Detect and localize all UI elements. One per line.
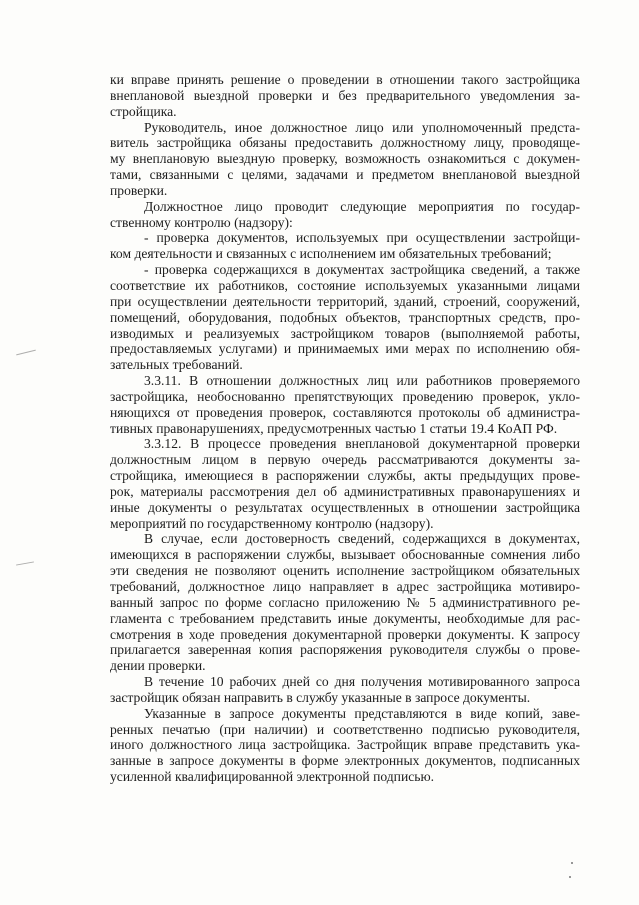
text-line: стройщика, имеющиеся в распоряжении службы, акты предыдущих прове- (110, 468, 580, 484)
document-body-text (110, 72, 580, 785)
text-line: - проверка содержащихся в документах застройщика сведений, а также (144, 262, 580, 278)
text-line: ственному контролю (надзору): (110, 214, 293, 230)
text-line: няющихся от проведения проверок, составляются протоколы об администра- (110, 404, 580, 420)
text-line: иные документы о результатах осуществленных в отношении застройщика (110, 499, 580, 515)
scan-artifact-dot (569, 876, 571, 878)
scan-artifact-mark (16, 350, 36, 356)
text-line: му внеплановую выездную проверку, возможность ознакомиться с докумен- (110, 151, 580, 167)
text-line: должностным лицом в первую очередь рассматриваются документы за- (110, 452, 580, 468)
text-line: зательных требований. (110, 357, 243, 373)
text-line: тами, связанными с целями, задачами и предметом внеплановой выездной (110, 167, 580, 183)
text-line: ки вправе принять решение о проведении в отношении такого застройщика (110, 72, 580, 87)
text-line: эти сведения не позволяют оценить исполнение застройщиком обязательных (110, 563, 580, 579)
text-line: внеплановой выездной проверки и без предварительного уведомления за- (110, 87, 580, 103)
text-line: имеющихся в распоряжении службы, вызывает обоснованные сомнения либо (110, 547, 580, 563)
text-line: прилагается заверенная копия распоряжения руководителя службы о прове- (110, 642, 580, 658)
text-line: Указанные в запросе документы представляются в виде копий, заве- (144, 705, 580, 721)
text-line: при осуществлении деятельности территорий, зданий, строений, сооружений, (110, 293, 580, 309)
text-line: Должностное лицо проводит следующие мероприятия по государ- (144, 198, 580, 214)
text-line: иного должностного лица застройщика. Застройщик вправе представить ука- (110, 737, 580, 753)
text-line: ванный запрос по форме согласно приложению № 5 административного ре- (110, 594, 580, 610)
text-line: изводимых и реализуемых застройщиком товаров (выполняемой работы, (110, 325, 580, 341)
text-line: гламента с требованием представить иные документы, необходимые для рас- (110, 610, 580, 626)
text-line: ренных печатью (при наличии) и соответственно подписью руководителя, (110, 721, 580, 737)
text-line: стройщика. (110, 103, 177, 119)
text-line: предоставляемых услугами) и принимаемых ими мерах по исполнению обя- (110, 341, 580, 357)
text-line: В случае, если достоверность сведений, содержащихся в документах, (144, 531, 580, 547)
text-line: застройщика, необоснованно препятствующих проведению проверок, укло- (110, 388, 580, 404)
text-line: тивных правонарушениях, предусмотренных частью 1 статьи 19.4 КоАП РФ. (110, 420, 558, 436)
text-line: мероприятий по государственному контролю (надзору). (110, 515, 434, 531)
text-line: рок, материалы рассмотрения дел об административных правонарушениях и (110, 483, 580, 499)
text-line: проверки. (110, 182, 168, 198)
text-line: застройщик обязан направить в службу указанные в запросе документы. (110, 689, 531, 705)
text-line: витель застройщика обязаны предоставить должностному лицу, проводяще- (110, 135, 580, 151)
text-line: помещений, оборудования, подобных объектов, транспортных средств, про- (110, 309, 580, 325)
scan-artifact-dot (571, 862, 573, 864)
scan-artifact-mark (16, 561, 34, 565)
text-line: Руководитель, иное должностное лицо или уполномоченный предста- (144, 119, 580, 135)
text-line: усиленной квалифицированной электронной подписью. (110, 769, 434, 785)
text-line: В течение 10 рабочих дней со дня получения мотивированного запроса (144, 674, 580, 690)
text-line: ком деятельности и связанных с исполнением им обязательных требований; (110, 246, 552, 262)
text-line: занные в запросе документы в форме электронных документов, подписанных (110, 753, 580, 769)
text-line: дении проверки. (110, 658, 206, 674)
text-line: 3.3.11. В отношении должностных лиц или работников проверяемого (144, 373, 580, 389)
text-line: требований, должностное лицо направляет в адрес застройщика мотивиро- (110, 579, 580, 594)
text-line: соответствие их работников, состояние используемых указанными лицами (110, 277, 580, 293)
text-line: - проверка документов, используемых при осуществлении застройщи- (144, 230, 580, 246)
text-line: 3.3.12. В процессе проведения внеплановой документарной проверки (144, 436, 580, 452)
text-line: смотрения в ходе проведения документарной проверки документы. К запросу (110, 626, 580, 642)
